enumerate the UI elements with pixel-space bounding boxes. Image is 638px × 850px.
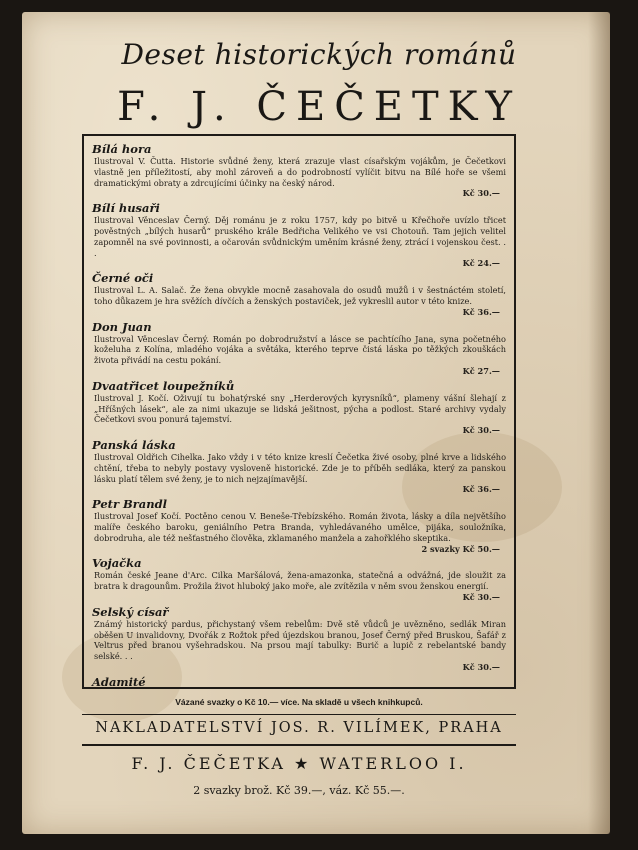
book-description: Ilustroval Josef Kočí. Poctěno cenou V. Beneše-Třebízského. Román života, lásky a díla největšího malíře českého baroku, geniálního Petra Branda, vyhledávaného umělce, pijáka, souložníka, dobrodruha, ale též nešťastného člověka, zklamaného manžela a zahořklého skeptika.	[94, 511, 506, 543]
book-title: Dvaatřicet loupežníků	[92, 378, 235, 393]
author-name: F. J. ČEČETKY	[117, 84, 521, 130]
book-title: Don Juan	[92, 319, 152, 334]
book-title: Bílá hora	[92, 142, 152, 156]
advert-title: F. J. ČEČETKA ★ WATERLOO I.	[131, 754, 467, 773]
book-entry	[92, 605, 506, 673]
book-entry	[92, 201, 506, 269]
book-price: Kč 30.—	[462, 591, 500, 602]
book-description: Ilustroval V. Čutta. Historie svůdné ženy, která zrazuje vlast císařským vojákům, je Čečetkovi vlastně jen příležitostí, aby mohl zároveň a do podrobností vylíčit bitvu na Bílé hoře se všemi dramatickými obraty a zdrcujícími účinky na český národ.	[94, 156, 506, 188]
book-title: Petr Brandl	[92, 497, 168, 512]
book-entry	[92, 556, 506, 602]
binding-note: Vázané svazky o Kč 10.— více. Na skladě u všech knihkupců.	[175, 697, 423, 707]
book-price: Kč 24.—	[462, 258, 500, 269]
book-entry	[92, 320, 506, 377]
book-description: Ilustroval Oldřich Cihelka. Jako vždy i v této knize kreslí Čečetka živé osoby, plné krve a lidského chtění, třeba to nebyly postavy vysloveně historické. Zde je to příběh sedláka, který za panskou lásku platí tělem své ženy, je to nich nejzajímavější.	[94, 451, 506, 484]
book-entry	[92, 379, 506, 436]
book-title: Panská láska	[92, 437, 176, 452]
book-entry	[92, 438, 506, 495]
book-price: Kč 30.—	[462, 661, 500, 672]
book-entry	[92, 497, 506, 554]
book-description: Ilustroval L. A. Salač. Že žena obvykle mocně zasahovala do osudů mužů i v šestnáctém století, toho důkazem je hra svěžích dívčích a ženských postaviček, jež vykreslil autor v této knize.	[94, 285, 506, 306]
publisher-name: NAKLADATELSTVÍ JOS. R. VILÍMEK, PRAHA	[95, 720, 503, 736]
book-price: Kč 27.—	[462, 365, 500, 376]
book-description: Ilustroval J. Kočí. Oživují tu bohatýrské sny „Herderových kyrysníků“, plameny vášní šlehají z „Hříšných lásek“, ale za nimi ukazuje se lidská ješitnost, pýcha a podlost. Staré archivy vydaly Čečetkovi svou ponurá tajemství.	[94, 392, 506, 425]
book-price: Kč 30.—	[462, 425, 500, 436]
book-entry	[92, 142, 506, 199]
series-title: Deset historických románů	[121, 38, 517, 71]
book-description: Ilustroval Věnceslav Černý. Děj románu je z roku 1757, kdy po bitvě u Křečhoře uvízlo třicet pověstných „bílých husarů“ pruského krále Bedřicha Velikého ve vsi Chotouň. Tam jejich velitel zapomněl na své povinnosti, a očarován svůdnickým uměním krásné ženy, ztrácí i vojenskou čest. . .	[94, 215, 506, 258]
book-entry	[92, 271, 506, 317]
advert-prices: 2 svazky brož. Kč 39.—, váz. Kč 55.—.	[193, 784, 405, 797]
divider	[82, 714, 516, 715]
book-price: 2 svazky Kč 50.—	[421, 543, 500, 554]
book-description: Ilustroval Věnceslav Černý. Román po dobrodružství a lásce se pachtícího Jana, syna početného koželuha z Kolína, mladého vojáka a světáka, kterého teprve čistá láska po těžkých zkouškách života přivádí na cestu pokání.	[94, 333, 506, 366]
book-description: Román české Jeane d'Arc. Cilka Maršálová, žena-amazonka, statečná a odvážná, jde sloužit za bratra k dragounům. Prožila život hluboký jako moře, ale zvítězila v něm svou ženskou energií.	[94, 570, 506, 592]
book-title: Adamité	[92, 674, 146, 689]
book-list-box	[82, 134, 516, 689]
book-price: Kč 36.—	[462, 484, 500, 495]
book-price: Kč 36.—	[462, 306, 500, 317]
spine-shadow	[588, 12, 610, 834]
book-entry	[92, 675, 506, 689]
book-price: Kč 30.—	[462, 188, 500, 199]
book-title: Bílí husaři	[92, 201, 160, 216]
book-title: Selský císař	[92, 604, 169, 619]
book-title: Vojačka	[92, 556, 142, 571]
book-description: Známý historický pardus, přichystaný všem rebelům: Dvě stě vůdců je uvězněno, sedlák Miran oběšen U invalidovny, Dvořák z Rožtok před újezdskou branou, Josef Černý před Bruskou, Šafář z Veltrus před branou vyšehradskou. Na prsou mají tabulky: Burič a lupič z rebelantské bandy selské. . .	[94, 618, 506, 662]
divider	[82, 744, 516, 746]
book-title: Černé oči	[92, 271, 154, 286]
